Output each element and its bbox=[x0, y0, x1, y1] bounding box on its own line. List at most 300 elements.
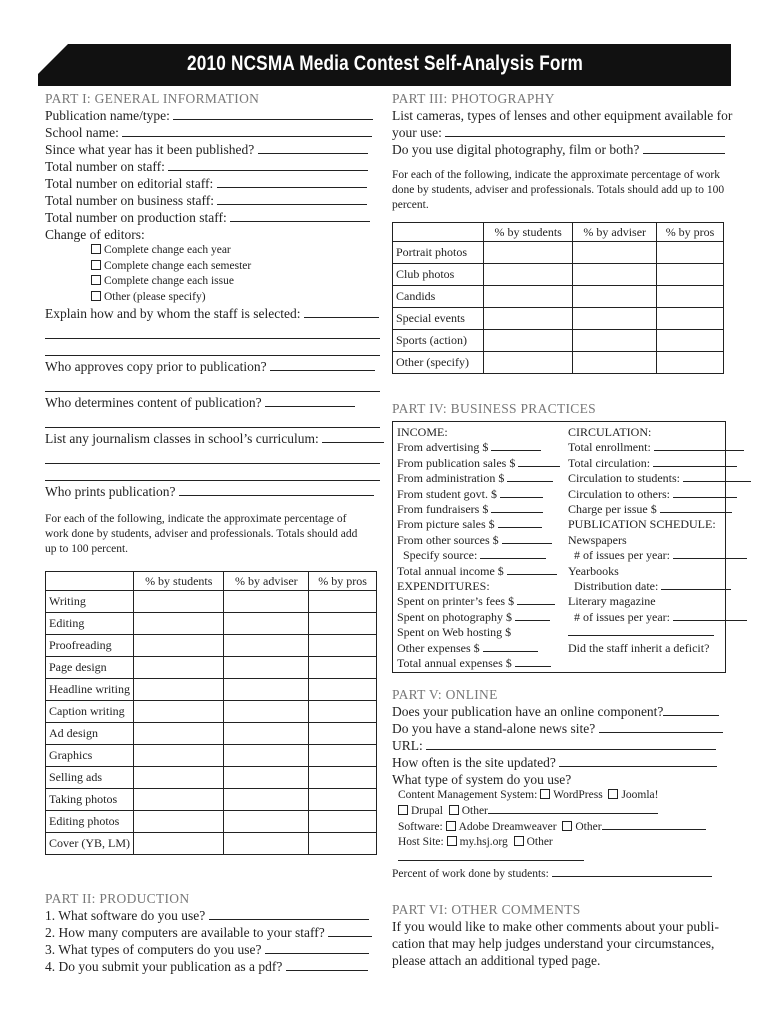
row-label: Headline writing bbox=[46, 679, 134, 701]
business-item bbox=[397, 533, 562, 548]
cms-row bbox=[398, 788, 732, 803]
publication-field[interactable] bbox=[173, 107, 373, 120]
business-item bbox=[568, 548, 725, 563]
business-item-label: From picture sales $ bbox=[397, 517, 495, 532]
approves-row bbox=[45, 358, 380, 375]
checkbox-year[interactable] bbox=[91, 244, 101, 254]
option-semester-label: Complete change each semester bbox=[104, 259, 252, 272]
total-staff-label: Total number on staff: bbox=[45, 159, 165, 174]
business-item-label: Total annual income $ bbox=[397, 563, 504, 578]
standalone-label: Do you have a stand-alone news site? bbox=[392, 721, 596, 736]
table-row bbox=[46, 767, 377, 789]
cameras-row bbox=[392, 124, 732, 141]
percent-students-cell[interactable] bbox=[484, 242, 573, 264]
percent-students-cell[interactable] bbox=[484, 308, 573, 330]
business-item-field[interactable] bbox=[491, 502, 543, 513]
business-item bbox=[397, 548, 562, 563]
percent-adviser-cell[interactable] bbox=[224, 679, 309, 701]
comments-line3: please attach an additional typed page. bbox=[392, 953, 601, 968]
change-editors-label: Change of editors: bbox=[45, 227, 145, 242]
digital-field[interactable] bbox=[643, 141, 725, 154]
part6-heading: PART VI: OTHER COMMENTS bbox=[392, 902, 581, 917]
circulation-schedule bbox=[568, 425, 725, 656]
percent-pros-cell[interactable] bbox=[309, 789, 377, 811]
percent-students-cell[interactable] bbox=[134, 679, 224, 701]
business-item-field[interactable] bbox=[673, 610, 747, 621]
total-staff-row bbox=[45, 158, 380, 175]
software-row bbox=[398, 819, 732, 835]
q2-label: 2. How many computers are available to your staff? bbox=[45, 925, 325, 940]
table-row bbox=[393, 286, 724, 308]
percent-adviser-cell[interactable] bbox=[573, 330, 657, 352]
classes-label: List any journalism classes in school’s curriculum: bbox=[45, 431, 319, 446]
col-adviser: % by adviser bbox=[224, 572, 309, 591]
business-item-label: From administration $ bbox=[397, 471, 505, 486]
business-field[interactable] bbox=[217, 192, 367, 205]
editorial-label: Total number on editorial staff: bbox=[45, 176, 214, 191]
determines-label: Who determines content of publication? bbox=[45, 395, 262, 410]
explain-row bbox=[45, 305, 380, 322]
income-expenditures bbox=[397, 425, 562, 672]
business-item-label: Other expenses $ bbox=[397, 640, 480, 655]
determines-field[interactable] bbox=[265, 394, 355, 407]
other-cms-field[interactable] bbox=[488, 803, 658, 814]
percent-students-cell[interactable] bbox=[134, 789, 224, 811]
percent-students-cell[interactable] bbox=[134, 723, 224, 745]
business-item bbox=[397, 656, 562, 671]
other-host-checkbox[interactable] bbox=[514, 836, 524, 846]
table-row bbox=[46, 811, 377, 833]
business-item bbox=[568, 456, 725, 471]
row-label: Selling ads bbox=[46, 767, 134, 789]
other-cms-checkbox[interactable] bbox=[449, 805, 459, 815]
joomla-label: Joomla! bbox=[621, 789, 659, 801]
row-label: Cover (YB, LM) bbox=[46, 833, 134, 855]
part3-heading: PART III: PHOTOGRAPHY bbox=[392, 91, 555, 106]
prints-label: Who prints publication? bbox=[45, 484, 176, 499]
percent-adviser-cell[interactable] bbox=[224, 745, 309, 767]
business-item-label: Yearbooks bbox=[568, 563, 619, 578]
explain-field-2[interactable] bbox=[45, 322, 380, 339]
percent-adviser-cell[interactable] bbox=[573, 308, 657, 330]
business-item-label: From advertising $ bbox=[397, 440, 489, 455]
q2-field[interactable] bbox=[328, 924, 372, 937]
explain-label: Explain how and by whom the staff is selected: bbox=[45, 306, 301, 321]
business-item-field[interactable] bbox=[517, 594, 555, 605]
percent-adviser-cell[interactable] bbox=[224, 767, 309, 789]
approves-field[interactable] bbox=[270, 358, 375, 371]
percent-pros-cell[interactable] bbox=[309, 679, 377, 701]
business-item-label: Total circulation: bbox=[568, 455, 651, 470]
part1-heading: PART I: GENERAL INFORMATION bbox=[45, 91, 260, 106]
business-item bbox=[397, 502, 562, 517]
business-item bbox=[397, 579, 562, 594]
table-row bbox=[393, 330, 724, 352]
part3-instructions: For each of the following, indicate the approximate percentage of work done by students, adviser and professionals. Totals should add up to 100 percent. bbox=[392, 169, 725, 211]
business-item-field[interactable] bbox=[491, 440, 541, 451]
publication-row bbox=[45, 107, 380, 124]
drupal-checkbox[interactable] bbox=[398, 805, 408, 815]
editorial-row bbox=[45, 175, 380, 192]
table-row bbox=[393, 308, 724, 330]
approves-field-2[interactable] bbox=[45, 375, 380, 392]
percent-adviser-cell[interactable] bbox=[224, 789, 309, 811]
drupal-row bbox=[398, 803, 732, 819]
percent-pros-cell[interactable] bbox=[657, 264, 724, 286]
business-item-label: From other sources $ bbox=[397, 532, 499, 547]
q1-label: 1. What software do you use? bbox=[45, 908, 206, 923]
business-item-field[interactable] bbox=[654, 440, 744, 451]
percent-adviser-cell[interactable] bbox=[573, 264, 657, 286]
business-item bbox=[397, 625, 562, 640]
often-field[interactable] bbox=[559, 754, 717, 767]
business-box bbox=[392, 421, 726, 673]
business-item bbox=[397, 471, 562, 486]
business-item-field[interactable] bbox=[683, 471, 751, 482]
col-pros: % by pros bbox=[309, 572, 377, 591]
business-item-label: Total annual expenses $ bbox=[397, 656, 512, 671]
other-software-checkbox[interactable] bbox=[562, 821, 572, 831]
table-row bbox=[46, 657, 377, 679]
business-item-field[interactable] bbox=[498, 517, 542, 528]
business-item-field[interactable] bbox=[673, 487, 737, 498]
percent-adviser-cell[interactable] bbox=[573, 286, 657, 308]
other-software-label: Other bbox=[575, 821, 602, 833]
percent-adviser-cell[interactable] bbox=[224, 657, 309, 679]
row-label: Graphics bbox=[46, 745, 134, 767]
host-label: Host Site: bbox=[398, 836, 444, 848]
percent-pros-cell[interactable] bbox=[309, 635, 377, 657]
q4-field[interactable] bbox=[286, 958, 368, 971]
percent-pros-cell[interactable] bbox=[309, 833, 377, 855]
percent-students-cell[interactable] bbox=[134, 745, 224, 767]
business-item-label: From publication sales $ bbox=[397, 455, 516, 470]
table-row bbox=[46, 635, 377, 657]
comments-line1: If you would like to make other comments about your publi- bbox=[392, 919, 719, 934]
q1-field[interactable] bbox=[209, 907, 369, 920]
checkbox-other[interactable] bbox=[91, 291, 101, 301]
q1-row bbox=[45, 907, 380, 924]
business-item-label: PUBLICATION SCHEDULE: bbox=[568, 517, 716, 532]
q4-row bbox=[45, 958, 380, 975]
option-semester bbox=[91, 259, 380, 275]
business-item-label: Literary magazine bbox=[568, 594, 656, 609]
drupal-label: Drupal bbox=[411, 805, 443, 817]
classes-row bbox=[45, 430, 380, 447]
percent-adviser-cell[interactable] bbox=[224, 811, 309, 833]
determines-row bbox=[45, 394, 380, 411]
business-item-field[interactable] bbox=[483, 641, 538, 652]
col-adviser-photo: % by adviser bbox=[573, 223, 657, 242]
percent-adviser-cell[interactable] bbox=[224, 701, 309, 723]
table-row bbox=[46, 723, 377, 745]
percent-adviser-cell[interactable] bbox=[224, 613, 309, 635]
table-row bbox=[46, 833, 377, 855]
corner-cell bbox=[46, 572, 134, 591]
part1-instructions: For each of the following, indicate the approximate percentage of work done by students, adviser and professionals. Totals should add up to 100 percent. bbox=[45, 513, 358, 555]
business-item bbox=[568, 533, 725, 548]
school-row bbox=[45, 124, 380, 141]
myhsj-checkbox[interactable] bbox=[447, 836, 457, 846]
percent-pros-cell[interactable] bbox=[657, 286, 724, 308]
business-item bbox=[568, 641, 725, 656]
percent-pros-cell[interactable] bbox=[309, 657, 377, 679]
row-label: Proofreading bbox=[46, 635, 134, 657]
col-pros-photo: % by pros bbox=[657, 223, 724, 242]
percent-pros-cell[interactable] bbox=[657, 242, 724, 264]
other-host-field[interactable] bbox=[398, 850, 584, 861]
since-label: Since what year has it been published? bbox=[45, 142, 255, 157]
wordpress-label: WordPress bbox=[553, 789, 603, 801]
table-row bbox=[393, 352, 724, 374]
table-row bbox=[46, 789, 377, 811]
row-label: Club photos bbox=[393, 264, 484, 286]
row-label: Ad design bbox=[46, 723, 134, 745]
cameras-label: your use: bbox=[392, 125, 442, 140]
option-year bbox=[91, 243, 380, 259]
business-item-label: EXPENDITURES: bbox=[397, 579, 490, 594]
cameras-field[interactable] bbox=[445, 124, 725, 137]
business-item-label: Total enrollment: bbox=[568, 440, 651, 455]
business-item bbox=[568, 471, 725, 486]
percent-adviser-cell[interactable] bbox=[224, 723, 309, 745]
corner-cell-photo bbox=[393, 223, 484, 242]
business-item-label: Circulation to students: bbox=[568, 471, 680, 486]
business-item bbox=[568, 594, 725, 609]
part1-percent-table bbox=[45, 571, 377, 855]
other-software-field[interactable] bbox=[602, 819, 706, 830]
business-item-field[interactable] bbox=[515, 610, 550, 621]
business-item bbox=[568, 440, 725, 455]
table-row bbox=[393, 264, 724, 286]
business-item bbox=[568, 425, 725, 440]
row-label: Writing bbox=[46, 591, 134, 613]
system-label: What type of system do you use? bbox=[392, 772, 572, 787]
business-item-label: Circulation to others: bbox=[568, 486, 670, 501]
editorial-field[interactable] bbox=[217, 175, 367, 188]
business-item-field[interactable] bbox=[673, 548, 747, 559]
business-item bbox=[397, 456, 562, 471]
percent-label: Percent of work done by students: bbox=[392, 868, 549, 880]
checkbox-semester[interactable] bbox=[91, 260, 101, 270]
percent-students-cell[interactable] bbox=[134, 657, 224, 679]
table-row bbox=[46, 613, 377, 635]
business-item-label: INCOME: bbox=[397, 425, 448, 439]
percent-adviser-cell[interactable] bbox=[224, 635, 309, 657]
business-item bbox=[397, 487, 562, 502]
publication-label: Publication name/type: bbox=[45, 108, 170, 123]
business-item-field[interactable] bbox=[568, 625, 714, 636]
percent-pros-cell[interactable] bbox=[309, 701, 377, 723]
business-item-field[interactable] bbox=[660, 502, 732, 513]
business-item-field[interactable] bbox=[661, 579, 731, 590]
cameras-line1: List cameras, types of lenses and other equipment available for bbox=[392, 108, 733, 123]
business-item-label: Spent on printer’s fees $ bbox=[397, 594, 515, 609]
business-item-field[interactable] bbox=[515, 656, 551, 667]
percent-students-cell[interactable] bbox=[484, 264, 573, 286]
classes-field-2[interactable] bbox=[45, 447, 380, 464]
percent-pros-cell[interactable] bbox=[309, 591, 377, 613]
checkbox-issue[interactable] bbox=[91, 275, 101, 285]
option-year-label: Complete change each year bbox=[104, 244, 231, 256]
percent-field[interactable] bbox=[552, 866, 712, 877]
table-row bbox=[46, 679, 377, 701]
dreamweaver-checkbox[interactable] bbox=[446, 821, 456, 831]
business-item bbox=[568, 487, 725, 502]
percent-students-cell[interactable] bbox=[134, 811, 224, 833]
business-item-field[interactable] bbox=[518, 456, 560, 467]
q4-label: 4. Do you submit your publication as a pdf? bbox=[45, 959, 283, 974]
business-item-field[interactable] bbox=[500, 487, 543, 498]
business-item bbox=[397, 594, 562, 609]
host-row bbox=[398, 835, 732, 866]
url-field[interactable] bbox=[426, 737, 716, 750]
business-item bbox=[397, 517, 562, 532]
table-row bbox=[46, 701, 377, 723]
business-item-label: Specify source: bbox=[397, 548, 478, 563]
percent-adviser-cell[interactable] bbox=[573, 352, 657, 374]
table-row bbox=[393, 242, 724, 264]
business-item-label: Distribution date: bbox=[568, 579, 659, 594]
production-label: Total number on production staff: bbox=[45, 210, 227, 225]
left-column bbox=[45, 91, 380, 975]
often-label: How often is the site updated? bbox=[392, 755, 556, 770]
url-row bbox=[392, 737, 732, 754]
business-item-label: Spent on Web hosting $ bbox=[397, 625, 512, 640]
percent-students-cell[interactable] bbox=[484, 352, 573, 374]
form-title: 2010 NCSMA Media Contest Self-Analysis Form bbox=[187, 52, 583, 75]
business-item-label: From student govt. $ bbox=[397, 486, 498, 501]
online-field[interactable] bbox=[663, 703, 719, 716]
percent-adviser-cell[interactable] bbox=[224, 591, 309, 613]
option-issue bbox=[91, 274, 380, 290]
business-item bbox=[568, 625, 725, 640]
business-item bbox=[568, 517, 725, 532]
school-label: School name: bbox=[45, 125, 119, 140]
percent-students-cell[interactable] bbox=[484, 330, 573, 352]
percent-adviser-cell[interactable] bbox=[224, 833, 309, 855]
row-label: Editing photos bbox=[46, 811, 134, 833]
business-item-label: Newspapers bbox=[568, 532, 627, 547]
other-cms-label: Other bbox=[461, 805, 488, 817]
col-students: % by students bbox=[134, 572, 224, 591]
percent-students-cell[interactable] bbox=[134, 613, 224, 635]
business-item-label: # of issues per year: bbox=[568, 609, 670, 624]
business-item bbox=[397, 641, 562, 656]
percent-students-cell[interactable] bbox=[134, 591, 224, 613]
percent-pros-cell[interactable] bbox=[657, 308, 724, 330]
business-item-label: Charge per issue $ bbox=[568, 502, 657, 517]
since-field[interactable] bbox=[258, 141, 368, 154]
business-item bbox=[568, 502, 725, 517]
digital-label: Do you use digital photography, film or both? bbox=[392, 142, 640, 157]
online-row bbox=[392, 703, 732, 720]
business-item-label: CIRCULATION: bbox=[568, 425, 652, 439]
percent-adviser-cell[interactable] bbox=[573, 242, 657, 264]
row-label: Caption writing bbox=[46, 701, 134, 723]
total-staff-field[interactable] bbox=[168, 158, 368, 171]
percent-row bbox=[392, 866, 732, 882]
business-item bbox=[397, 564, 562, 579]
url-label: URL: bbox=[392, 738, 423, 753]
production-field[interactable] bbox=[230, 209, 370, 222]
business-item-field[interactable] bbox=[653, 456, 737, 467]
business-item-field[interactable] bbox=[502, 533, 552, 544]
other-host-label: Other bbox=[526, 836, 553, 848]
determines-field-2[interactable] bbox=[45, 411, 380, 428]
business-row bbox=[45, 192, 380, 209]
row-label: Page design bbox=[46, 657, 134, 679]
online-label: Does your publication have an online component? bbox=[392, 704, 664, 719]
wordpress-checkbox[interactable] bbox=[540, 789, 550, 799]
percent-students-cell[interactable] bbox=[134, 701, 224, 723]
business-item-field[interactable] bbox=[507, 471, 553, 482]
percent-pros-cell[interactable] bbox=[657, 352, 724, 374]
table-row bbox=[46, 745, 377, 767]
q3-label: 3. What types of computers do you use? bbox=[45, 942, 262, 957]
business-item bbox=[397, 440, 562, 455]
prints-field[interactable] bbox=[179, 483, 374, 496]
school-field[interactable] bbox=[122, 124, 372, 137]
business-label: Total number on business staff: bbox=[45, 193, 215, 208]
percent-pros-cell[interactable] bbox=[657, 330, 724, 352]
explain-field[interactable] bbox=[304, 305, 379, 318]
percent-students-cell[interactable] bbox=[134, 767, 224, 789]
q3-field[interactable] bbox=[265, 941, 369, 954]
comments-line2: cation that may help judges understand your circumstances, bbox=[392, 936, 715, 951]
percent-pros-cell[interactable] bbox=[309, 767, 377, 789]
table-row bbox=[46, 591, 377, 613]
standalone-row bbox=[392, 720, 732, 737]
classes-field-3[interactable] bbox=[45, 464, 380, 481]
classes-field[interactable] bbox=[322, 430, 384, 443]
business-item-label: Spent on photography $ bbox=[397, 609, 512, 624]
percent-pros-cell[interactable] bbox=[309, 811, 377, 833]
explain-field-3[interactable] bbox=[45, 339, 380, 356]
business-item bbox=[397, 425, 562, 440]
percent-students-cell[interactable] bbox=[134, 635, 224, 657]
standalone-field[interactable] bbox=[599, 720, 723, 733]
dreamweaver-label: Adobe Dreamweaver bbox=[458, 821, 557, 833]
percent-pros-cell[interactable] bbox=[309, 613, 377, 635]
business-item-field[interactable] bbox=[480, 548, 546, 559]
business-item bbox=[568, 579, 725, 594]
percent-pros-cell[interactable] bbox=[309, 723, 377, 745]
prints-row bbox=[45, 483, 380, 500]
joomla-checkbox[interactable] bbox=[608, 789, 618, 799]
business-item-label: From fundraisers $ bbox=[397, 502, 489, 517]
business-item-field[interactable] bbox=[507, 564, 557, 575]
part5-heading: PART V: ONLINE bbox=[392, 687, 498, 702]
row-label: Portrait photos bbox=[393, 242, 484, 264]
row-label: Editing bbox=[46, 613, 134, 635]
part3-percent-table bbox=[392, 222, 724, 374]
percent-students-cell[interactable] bbox=[484, 286, 573, 308]
business-item bbox=[568, 564, 725, 579]
col-students-photo: % by students bbox=[484, 223, 573, 242]
option-issue-label: Complete change each issue bbox=[104, 275, 234, 287]
q2-row bbox=[45, 924, 380, 941]
percent-pros-cell[interactable] bbox=[309, 745, 377, 767]
cms-label: Content Management System: bbox=[398, 789, 538, 801]
approves-label: Who approves copy prior to publication? bbox=[45, 359, 267, 374]
row-label: Special events bbox=[393, 308, 484, 330]
right-column bbox=[392, 91, 732, 969]
row-label: Other (specify) bbox=[393, 352, 484, 374]
row-label: Taking photos bbox=[46, 789, 134, 811]
business-item bbox=[568, 610, 725, 625]
percent-students-cell[interactable] bbox=[134, 833, 224, 855]
